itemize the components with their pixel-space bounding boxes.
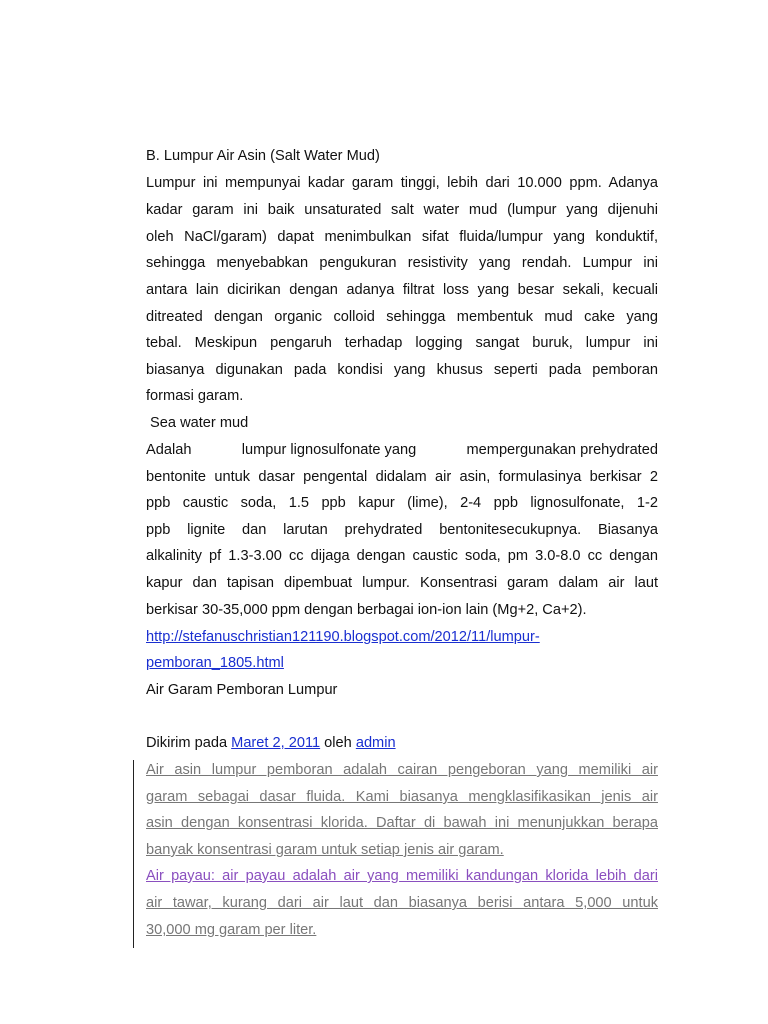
- subheading: Sea water mud: [146, 415, 249, 431]
- quote-line: [146, 840, 658, 860]
- paragraph-line: antara lain dicirikan dengan adanya filtrat loss yang besar sekali, kecuali: [146, 282, 658, 298]
- paragraph-line: formasi garam.: [146, 388, 244, 404]
- paragraph-line: tebal. Meskipun pengaruh terhadap logging sangat buruk, lumpur ini: [146, 335, 658, 351]
- paragraph-line: alkalinity pf 1.3-3.00 cc dijaga dengan caustic soda, pm 3.0-8.0 cc dengan: [146, 548, 658, 564]
- quote-border: [133, 760, 134, 948]
- quote-line: [146, 787, 658, 807]
- byline: [146, 733, 658, 753]
- quote-text: 30,000 mg garam per liter.: [146, 922, 317, 938]
- paragraph-line: berkisar 30-35,000 ppm dengan berbagai ion-ion lain (Mg+2, Ca+2).: [146, 602, 587, 618]
- author-link[interactable]: admin: [355, 735, 396, 751]
- paragraph-line: Lumpur ini mempunyai kadar garam tinggi, lebih dari 10.000 ppm. Adanya: [146, 175, 658, 191]
- paragraph-word: Adalah: [146, 442, 192, 458]
- paragraph-line: [146, 440, 658, 460]
- quote-line: [146, 893, 658, 913]
- byline-prefix: Dikirim pada: [146, 735, 232, 751]
- source-link[interactable]: [146, 627, 658, 647]
- byline-middle: oleh: [320, 735, 356, 751]
- source-link-cont[interactable]: [146, 653, 658, 673]
- quote-line: [146, 866, 658, 886]
- paragraph-line: biasanya digunakan pada kondisi yang khusus seperti pada pemboran: [146, 362, 658, 378]
- quote-text: air tawar, kurang dari air laut dan biasanya berisi antara 5,000 untuk: [146, 895, 658, 911]
- paragraph-word: mempergunakan prehydrated: [466, 442, 658, 458]
- paragraph-word: lumpur lignosulfonate yang: [241, 442, 417, 458]
- paragraph-line: oleh NaCl/garam) dapat menimbulkan sifat fluida/lumpur yang konduktif,: [146, 229, 658, 245]
- paragraph-line: sehingga menyebabkan pengukuran resistivity yang rendah. Lumpur ini: [146, 255, 658, 271]
- quote-text: Air payau: air payau adalah air yang memiliki kandungan klorida lebih dari: [146, 868, 658, 884]
- date-link[interactable]: Maret 2, 2011: [231, 735, 321, 751]
- paragraph-line: kadar garam ini baik unsaturated salt water mud (lumpur yang dijenuhi: [146, 202, 658, 218]
- quote-line: [146, 920, 658, 940]
- quote-text: asin dengan konsentrasi klorida. Daftar di bawah ini menunjukkan berapa: [146, 815, 658, 831]
- quote-text: banyak konsentrasi garam untuk setiap jenis air garam.: [146, 842, 504, 858]
- paragraph-line: kapur dan tapisan dipembuat lumpur. Konsentrasi garam dalam air laut: [146, 575, 658, 591]
- quote-line: [146, 813, 658, 833]
- quote-text: Air asin lumpur pemboran adalah cairan pengeboran yang memiliki air: [146, 762, 658, 778]
- source-link-line2[interactable]: pemboran_1805.html: [146, 655, 284, 671]
- quote-text: garam sebagai dasar fluida. Kami biasanya mengklasifikasikan jenis air: [146, 789, 658, 805]
- paragraph-line: ppb caustic soda, 1.5 ppb kapur (lime), 2-4 ppb lignosulfonate, 1-2: [146, 495, 658, 511]
- paragraph-line: ditreated dengan organic colloid sehingga membentuk mud cake yang: [146, 309, 658, 325]
- paragraph-line: ppb lignite dan larutan prehydrated bentonitesecukupnya. Biasanya: [146, 522, 658, 538]
- article-title: Air Garam Pemboran Lumpur: [146, 682, 338, 698]
- section-heading: B. Lumpur Air Asin (Salt Water Mud): [146, 148, 380, 164]
- source-link-line1[interactable]: http://stefanuschristian121190.blogspot.com/2012/11/lumpur-: [146, 629, 540, 645]
- paragraph-line: bentonite untuk dasar pengental didalam air asin, formulasinya berkisar 2: [146, 469, 658, 485]
- quote-line: [146, 760, 658, 780]
